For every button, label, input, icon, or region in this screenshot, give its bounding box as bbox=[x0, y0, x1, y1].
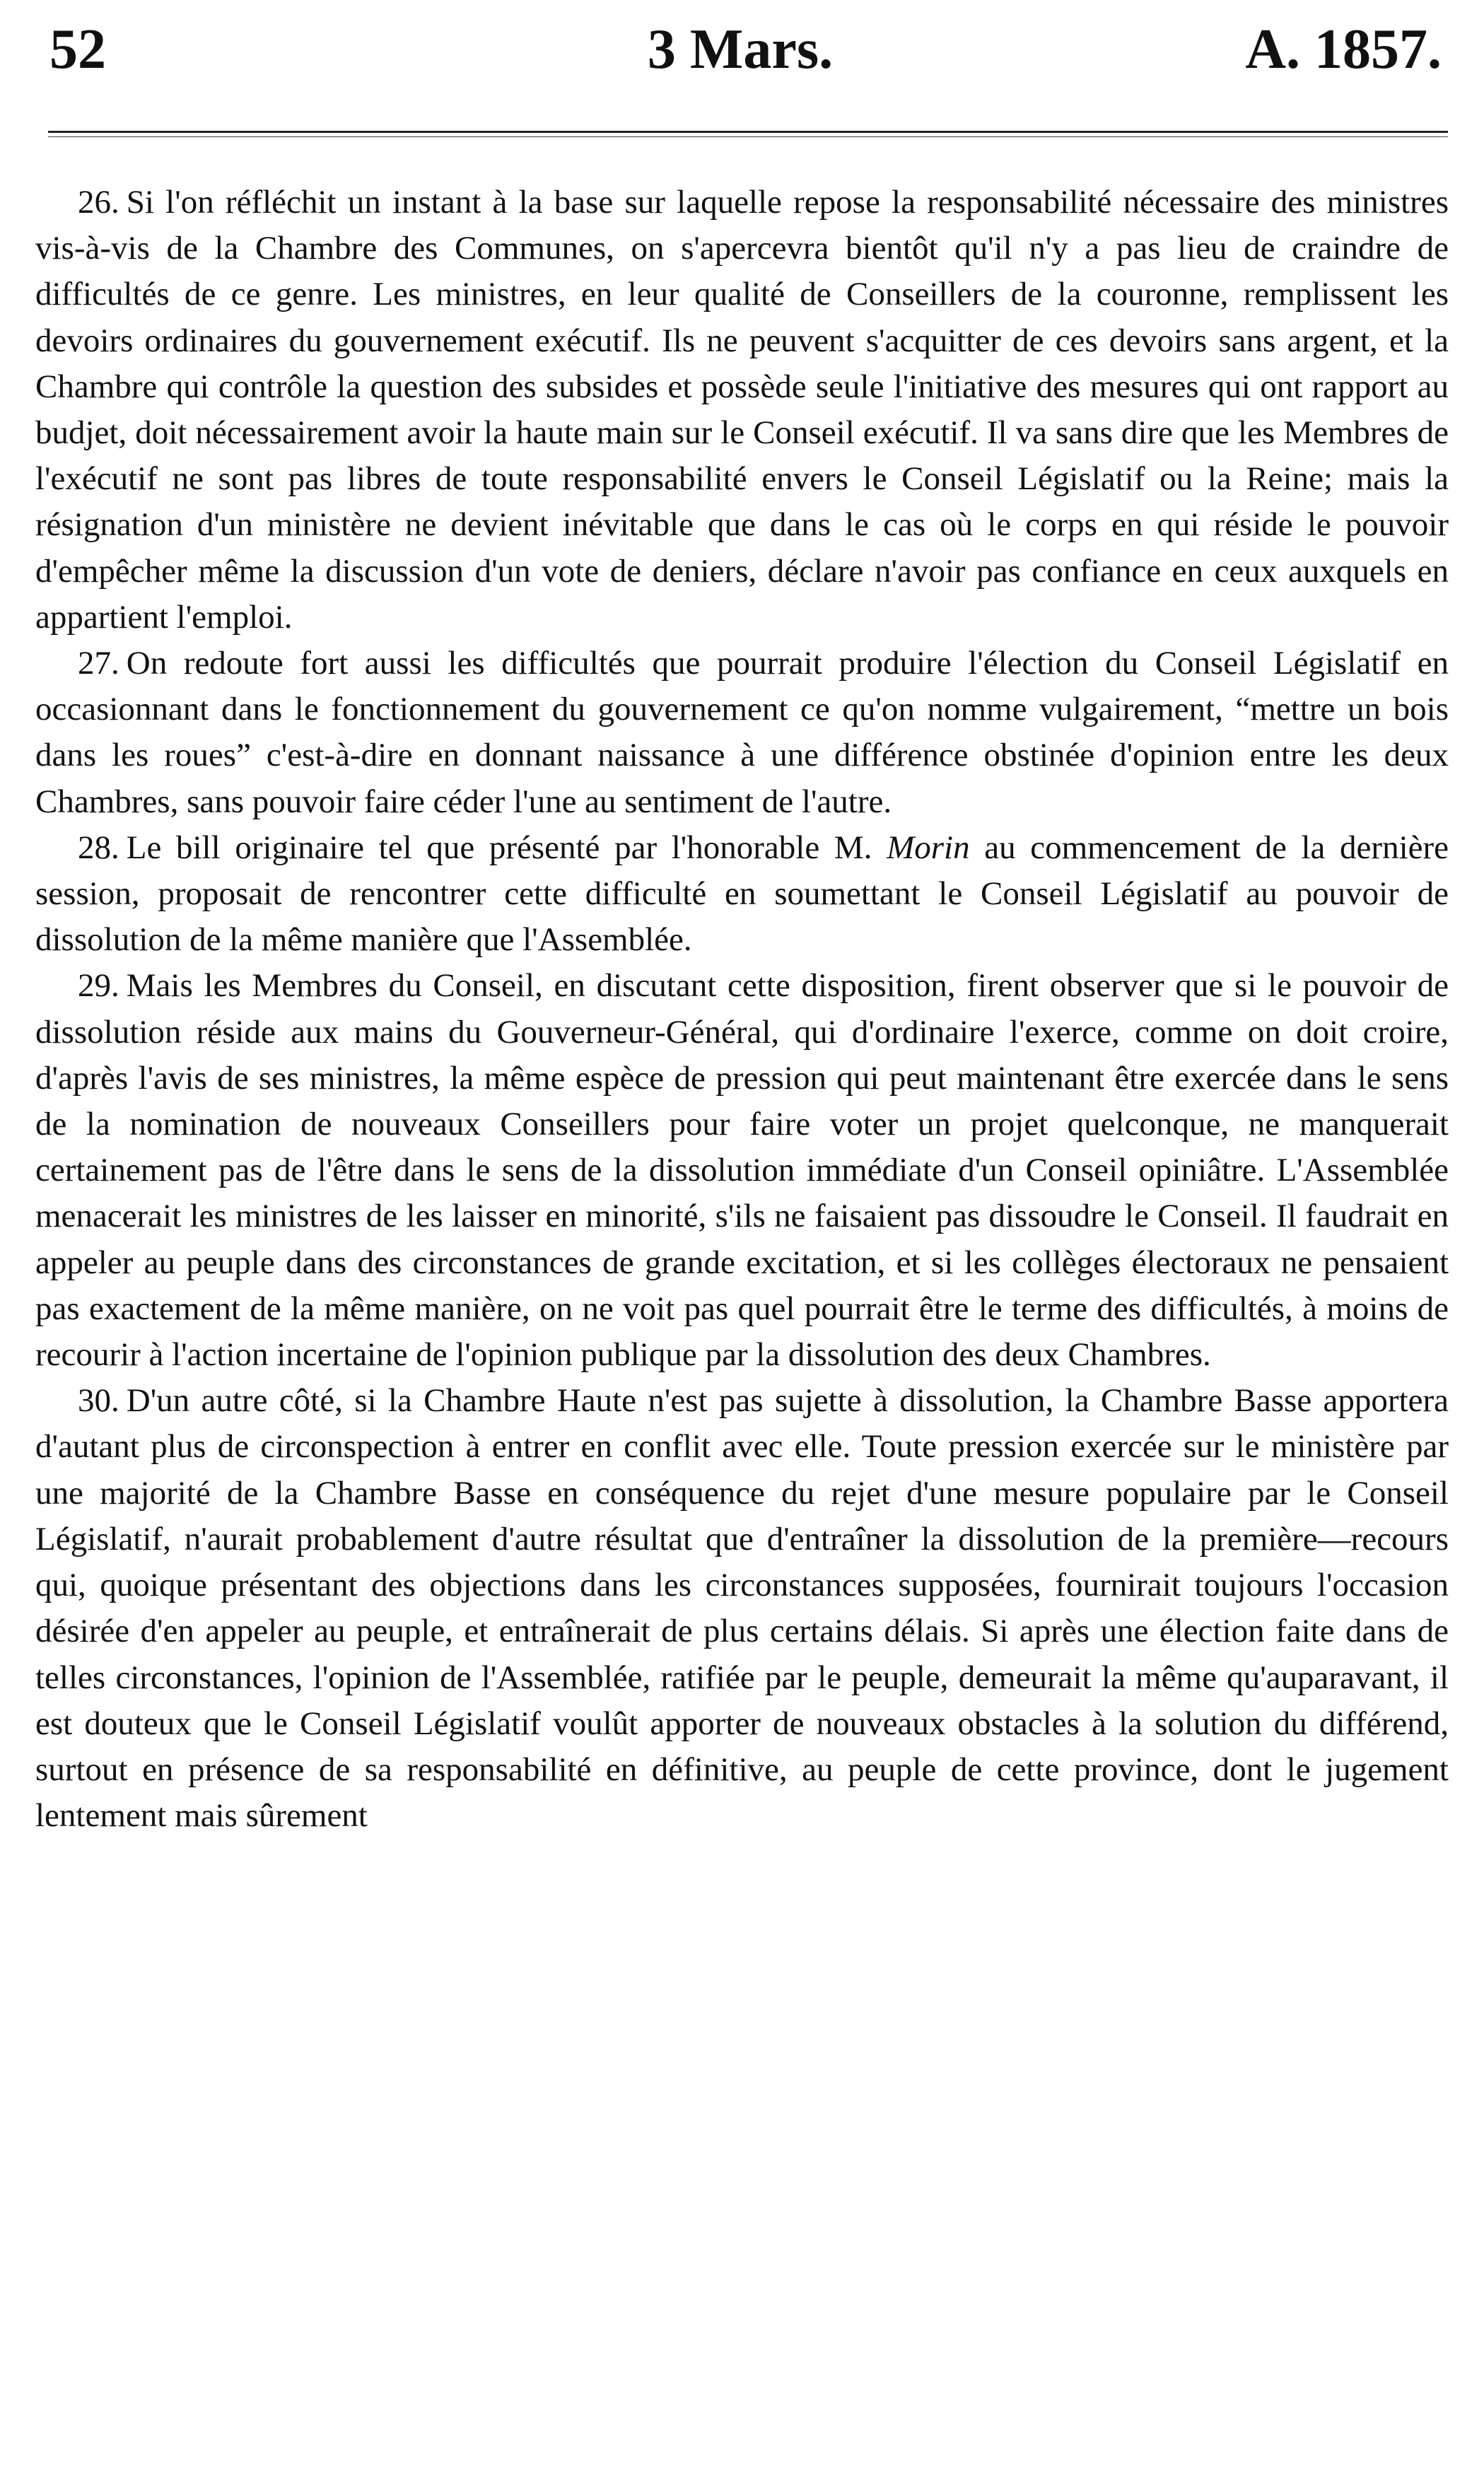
paragraph-number: 28. bbox=[78, 829, 119, 866]
paragraph-text: Mais les Membres du Conseil, en discutant cette disposition, firent observer que si le pouvoir de dissolution réside aux mains du Gouverneur-Général, qui d'ordinaire l'exerce, comme on doit croire, d'après l'avis de ses ministres, la même espèce de pression qui peut maintenant être exercée dans le sens de la nomination de nouveaux Conseillers pour faire voter un projet quelconque, ne manquerait certainement pas de l'être dans le sens de la dissolution immédiate d'un Conseil opiniâtre. L'Assemblée menacerait les ministres de les laisser en minorité, s'ils ne faisaient pas dissoudre le Conseil. Il faudrait en appeler au peuple dans des circonstances de grande excitation, et si les collèges électoraux ne pensaient pas exactement de la même manière, on ne voit pas quel pourrait être le terme des difficultés, à moins de recourir à l'action incertaine de l'opinion publique par la dissolution des deux Chambres. bbox=[35, 967, 1449, 1374]
italic-name: Morin bbox=[887, 829, 970, 866]
paragraph-number: 27. bbox=[78, 645, 119, 682]
header-date: 3 Mars. bbox=[647, 18, 834, 81]
paragraph-number: 29. bbox=[78, 967, 119, 1005]
paragraph-text-before: Le bill originaire tel que présenté par l'honorable M. bbox=[126, 829, 887, 866]
document-body bbox=[28, 180, 1452, 1839]
paragraph-28 bbox=[35, 825, 1449, 964]
paragraph-27 bbox=[35, 641, 1449, 825]
page-number: 52 bbox=[49, 18, 106, 81]
paragraph-26 bbox=[35, 180, 1449, 641]
paragraph-30 bbox=[35, 1378, 1449, 1839]
paragraph-text: D'un autre côté, si la Chambre Haute n'est pas sujette à dissolution, la Chambre Basse apportera d'autant plus de circonspection à entrer en conflit avec elle. Toute pression exercée sur le ministère par une majorité de la Chambre Basse en conséquence du rejet d'une mesure populaire par le Conseil Législatif, n'aurait probablement d'autre résultat que d'entraîner la dissolution de la première—recours qui, quoique présentant des objections dans les circonstances supposées, fournirait toujours l'occasion désirée d'en appeler au peuple, et entraînerait de plus certains délais. Si après une élection faite dans de telles circonstances, l'opinion de l'Assemblée, ratifiée par le peuple, demeurait la même qu'auparavant, il est douteux que le Conseil Législatif voulût apporter de nouveaux obstacles à la solution du différend, surtout en présence de sa responsabilité en définitive, au peuple de cette province, dont le jugement lentement mais sûrement bbox=[35, 1382, 1449, 1835]
page-header bbox=[28, 0, 1452, 95]
paragraph-number: 26. bbox=[78, 184, 119, 221]
paragraph-text-after: au commencement de la dernière session, proposait de rencontrer cette difficulté en soumettant le Conseil Législatif au pouvoir de dissolution de la même manière que l'Assemblée. bbox=[35, 829, 1449, 959]
paragraph-text: On redoute fort aussi les difficultés que pourrait produire l'élection du Conseil Législatif en occasionnant dans le fonctionnement du gouvernement ce qu'on nomme vulgairement, “mettre un bois dans les roues” c'est-à-dire en donnant naissance à une différence obstinée d'opinion entre les deux Chambres, sans pouvoir faire céder l'une au sentiment de l'autre. bbox=[35, 645, 1449, 820]
paragraph-29 bbox=[35, 963, 1449, 1378]
header-year: A. 1857. bbox=[1245, 18, 1442, 81]
paragraph-text: Si l'on réfléchit un instant à la base sur laquelle repose la responsabilité nécessaire des ministres vis-à-vis de la Chambre des Communes, on s'apercevra bientôt qu'il n'y a pas lieu de craindre de difficultés de ce genre. Les ministres, en leur qualité de Conseillers de la couronne, remplissent les devoirs ordinaires du gouvernement exécutif. Ils ne peuvent s'acquitter de ces devoirs sans argent, et la Chambre qui contrôle la question des subsides et possède seule l'initiative des mesures qui ont rapport au budjet, doit nécessairement avoir la haute main sur le Conseil exécutif. Il va sans dire que les Membres de l'exécutif ne sont pas libres de toute responsabilité envers le Conseil Législatif ou la Reine; mais la résignation d'un ministère ne devient inévitable que dans le cas où le corps en qui réside le pouvoir d'empêcher même la discussion d'un vote de deniers, déclare n'avoir pas confiance en ceux auxquels en appartient l'emploi. bbox=[35, 184, 1449, 636]
header-rule bbox=[48, 131, 1448, 137]
paragraph-number: 30. bbox=[78, 1382, 119, 1420]
